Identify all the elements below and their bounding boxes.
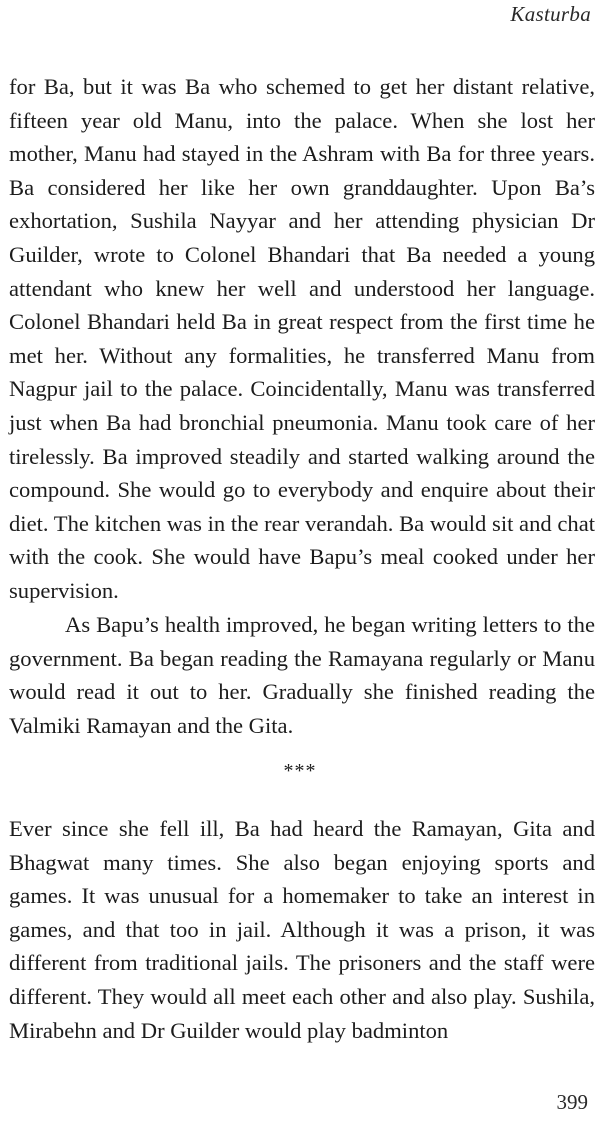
paragraph-block-3 [9,812,595,1047]
section-break: *** [283,760,317,782]
running-header-title: Kasturba [510,2,591,26]
paragraph: Ever since she fell ill, Ba had heard the Ramayan, Gita and Bhagwat many times. She also began enjoying sports and games. It was unusual for a homemaker to take an interest in games, and that too in jail. Although it was a prison, it was different from traditional jails. The prisoners and the staff were different. They would all meet each other and also play. Sushila, Mirabehn and Dr Guilder would play badminton [9,816,595,1043]
paragraph: for Ba, but it was Ba who schemed to get her distant relative, fifteen year old Manu, into the palace. When she lost her mother, Manu had stayed in the Ashram with Ba for three years. Ba considered her like her own granddaughter. Upon Ba’s exhortation, Sushila Nayyar and her attending physician Dr Guilder, wrote to Colonel Bhandari that Ba needed a young attendant who knew her well and understood her language. Colonel Bhandari held Ba in great respect from the first time he met her. Without any formalities, he transferred Manu from Nagpur jail to the palace. Coincidentally, Manu was transferred just when Ba had bronchial pneumonia. Manu took care of her tirelessly. Ba improved steadily and started walking around the compound. She would go to everybody and enquire about their diet. The kitchen was in the rear verandah. Ba would sit and chat with the cook. She would have Bapu’s meal cooked under her supervision. [9,74,595,603]
page-number: 399 [556,1090,588,1114]
paragraph: As Bapu’s health improved, he began writing letters to the government. Ba began reading the Ramayana regularly or Manu would read it out to her. Gradually she finished reading the Valmiki Ramayan and the Gita. [9,612,595,738]
paragraph-block-2 [9,608,595,742]
paragraph-block-1 [9,70,595,608]
